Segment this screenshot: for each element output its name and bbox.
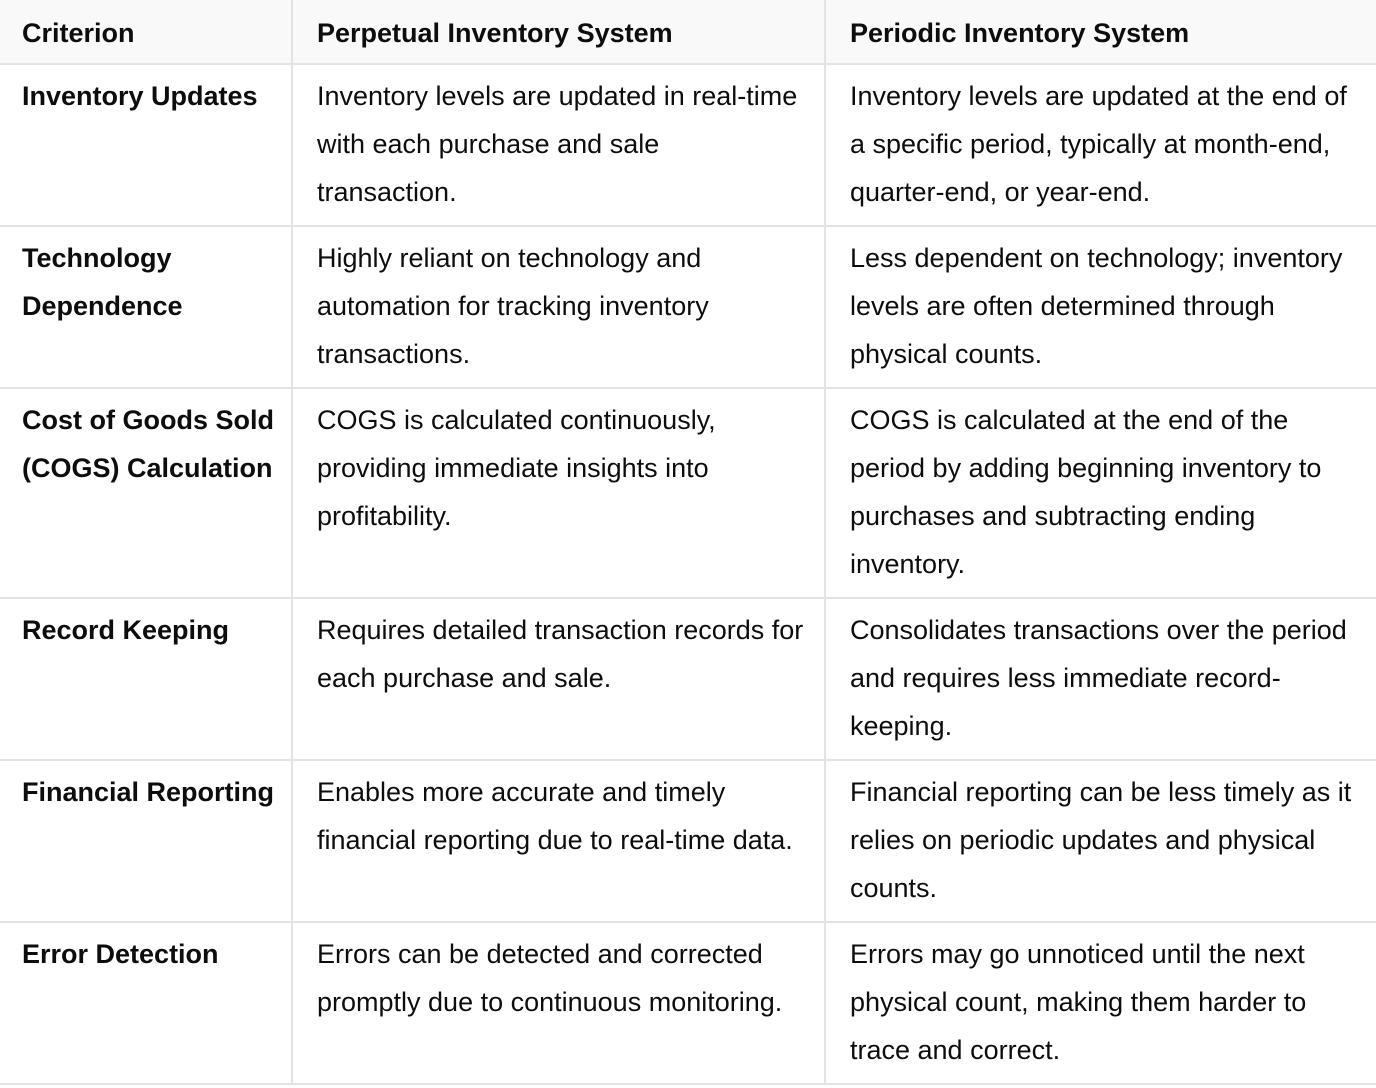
perpetual-cell: Highly reliant on technology and automation for tracking inventory transactions. (292, 226, 825, 388)
periodic-cell: Less dependent on technology; inventory levels are often determined through physical counts. (825, 226, 1376, 388)
perpetual-cell: COGS is calculated continuously, providing immediate insights into profitability. (292, 388, 825, 598)
periodic-cell: Financial reporting can be less timely as it relies on periodic updates and physical counts. (825, 760, 1376, 922)
perpetual-cell: Enables more accurate and timely financial reporting due to real-time data. (292, 760, 825, 922)
periodic-cell: Consolidates transactions over the period and requires less immediate record-keeping. (825, 598, 1376, 760)
periodic-cell: Inventory levels are updated at the end of a specific period, typically at month-end, quarter-end, or year-end. (825, 64, 1376, 226)
criterion-cell: Technology Dependence (0, 226, 292, 388)
criterion-cell: Cost of Goods Sold (COGS) Calculation (0, 388, 292, 598)
criterion-cell: Error Detection (0, 922, 292, 1084)
perpetual-cell: Requires detailed transaction records for each purchase and sale. (292, 598, 825, 760)
perpetual-cell: Inventory levels are updated in real-time with each purchase and sale transaction. (292, 64, 825, 226)
table-row (0, 64, 1376, 226)
criterion-cell: Inventory Updates (0, 64, 292, 226)
criterion-cell: Financial Reporting (0, 760, 292, 922)
perpetual-cell: Errors can be detected and corrected promptly due to continuous monitoring. (292, 922, 825, 1084)
table-header-row (0, 0, 1376, 64)
periodic-cell: Errors may go unnoticed until the next physical count, making them harder to trace and correct. (825, 922, 1376, 1084)
periodic-cell: COGS is calculated at the end of the period by adding beginning inventory to purchases and subtracting ending inventory. (825, 388, 1376, 598)
table-row (0, 760, 1376, 922)
table-row (0, 226, 1376, 388)
table-row (0, 922, 1376, 1084)
table-row (0, 388, 1376, 598)
criterion-cell: Record Keeping (0, 598, 292, 760)
header-criterion: Criterion (0, 0, 292, 64)
header-periodic: Periodic Inventory System (825, 0, 1376, 64)
header-perpetual: Perpetual Inventory System (292, 0, 825, 64)
table-row (0, 598, 1376, 760)
